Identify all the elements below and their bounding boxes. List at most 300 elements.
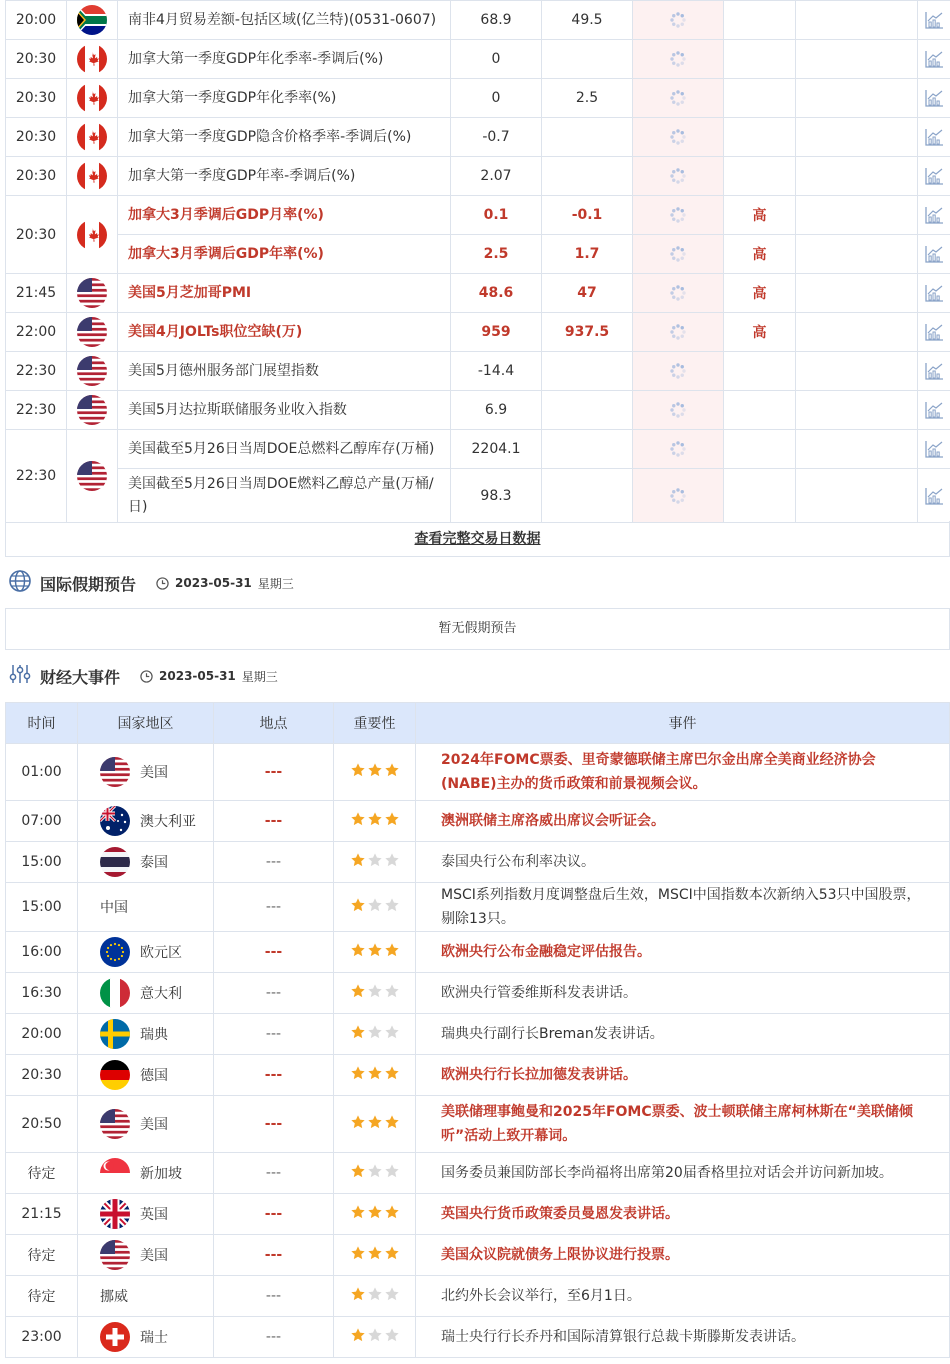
econ-actual-cell — [633, 469, 724, 523]
economic-data-table — [5, 0, 950, 523]
star-icon — [350, 1114, 366, 1130]
econ-importance — [724, 1, 796, 40]
events-title: 财经大事件 — [40, 667, 121, 687]
econ-time: 20:30 — [6, 118, 67, 157]
econ-row — [6, 196, 950, 235]
flag-usa-icon — [77, 317, 107, 347]
event-text: 瑞士央行行长乔丹和国际清算银行总裁卡斯滕斯发表讲话。 — [416, 1317, 950, 1358]
event-row — [6, 973, 950, 1014]
event-importance-cell — [334, 1153, 416, 1194]
importance-stars — [350, 1204, 400, 1220]
econ-interpretation-cell — [796, 40, 918, 79]
event-importance-cell — [334, 1194, 416, 1235]
event-text: 欧洲央行公布金融稳定评估报告。 — [416, 932, 950, 973]
event-country-cell — [78, 1055, 214, 1096]
econ-importance: 高 — [724, 196, 796, 235]
econ-row — [6, 469, 950, 523]
chart-icon[interactable] — [924, 129, 944, 145]
flag-singapore-icon — [100, 1158, 130, 1188]
econ-flag-cell — [67, 1, 118, 40]
flag-south-africa-icon — [77, 5, 107, 35]
event-importance-cell — [334, 1276, 416, 1317]
star-icon — [384, 852, 400, 868]
event-country-cell — [78, 1317, 214, 1358]
econ-indicator-name: 美国5月德州服务部门展望指数 — [118, 352, 451, 391]
econ-time: 20:30 — [6, 196, 67, 274]
econ-row — [6, 118, 950, 157]
star-icon — [384, 762, 400, 778]
econ-row — [6, 430, 950, 469]
event-place: --- — [214, 744, 334, 801]
star-icon — [367, 1114, 383, 1130]
econ-row — [6, 40, 950, 79]
econ-previous-value: 98.3 — [451, 469, 542, 523]
econ-interpretation-cell — [796, 391, 918, 430]
econ-indicator-name: 美国5月达拉斯联储服务业收入指数 — [118, 391, 451, 430]
flag-usa-icon — [100, 1240, 130, 1270]
star-icon — [384, 1163, 400, 1179]
econ-previous-value: 0 — [451, 40, 542, 79]
event-time: 15:00 — [6, 883, 78, 932]
event-row — [6, 1235, 950, 1276]
econ-row — [6, 274, 950, 313]
star-icon — [384, 1286, 400, 1302]
econ-interpretation-cell — [796, 235, 918, 274]
event-text: 美联储理事鲍曼和2025年FOMC票委、波士顿联储主席柯林斯在“美联储倾听”活动上致开幕词。 — [416, 1096, 950, 1153]
event-text: 北约外长会议举行，至6月1日。 — [416, 1276, 950, 1317]
event-time: 23:00 — [6, 1317, 78, 1358]
event-place: --- — [214, 973, 334, 1014]
event-place: --- — [214, 1235, 334, 1276]
loading-spinner-icon — [669, 129, 687, 145]
econ-indicator-name: 南非4月贸易差额-包括区域(亿兰特)(0531-0607) — [118, 1, 451, 40]
flag-italy-icon — [100, 978, 130, 1008]
holiday-section-header — [8, 569, 294, 597]
econ-actual-cell — [633, 118, 724, 157]
econ-chart-cell — [918, 118, 950, 157]
econ-chart-cell — [918, 313, 950, 352]
events-date: 2023-05-31 — [159, 669, 236, 683]
loading-spinner-icon — [669, 12, 687, 28]
econ-chart-cell — [918, 40, 950, 79]
econ-chart-cell — [918, 1, 950, 40]
econ-indicator-name: 美国截至5月26日当周DOE燃料乙醇总产量(万桶/日) — [118, 469, 451, 523]
events-weekday: 星期三 — [241, 669, 278, 684]
econ-previous-value: 2.07 — [451, 157, 542, 196]
econ-row — [6, 79, 950, 118]
event-time: 待定 — [6, 1153, 78, 1194]
loading-spinner-icon — [669, 441, 687, 457]
chart-icon[interactable] — [924, 168, 944, 184]
event-text: 欧洲央行管委维斯科发表讲话。 — [416, 973, 950, 1014]
econ-previous-value: 2.5 — [451, 235, 542, 274]
event-place: --- — [214, 1055, 334, 1096]
importance-stars — [350, 1065, 400, 1081]
econ-time: 22:30 — [6, 391, 67, 430]
event-country: 英国 — [140, 1207, 168, 1223]
event-place: --- — [214, 1153, 334, 1194]
event-text: 泰国央行公布利率决议。 — [416, 842, 950, 883]
holiday-date: 2023-05-31 — [175, 576, 252, 590]
event-time: 21:15 — [6, 1194, 78, 1235]
event-country: 美国 — [140, 765, 168, 781]
loading-spinner-icon — [669, 324, 687, 340]
event-importance-cell — [334, 1317, 416, 1358]
importance-stars — [350, 897, 400, 913]
chart-icon[interactable] — [924, 246, 944, 262]
econ-interpretation-cell — [796, 274, 918, 313]
econ-flag-cell — [67, 40, 118, 79]
flag-usa-icon — [77, 461, 107, 491]
importance-stars — [350, 1286, 400, 1302]
econ-indicator-name: 美国截至5月26日当周DOE总燃料乙醇库存(万桶) — [118, 430, 451, 469]
econ-previous-value: 48.6 — [451, 274, 542, 313]
star-icon — [350, 1024, 366, 1040]
events-table — [5, 702, 950, 1358]
event-country: 美国 — [140, 1248, 168, 1264]
chart-icon[interactable] — [924, 441, 944, 457]
event-row — [6, 1096, 950, 1153]
chart-icon[interactable] — [924, 402, 944, 418]
event-country-cell — [78, 1096, 214, 1153]
importance-stars — [350, 1163, 400, 1179]
econ-forecast-value — [542, 157, 633, 196]
event-country: 澳大利亚 — [140, 814, 196, 830]
econ-time: 22:30 — [6, 352, 67, 391]
event-time: 20:50 — [6, 1096, 78, 1153]
loading-spinner-icon — [669, 168, 687, 184]
event-country: 美国 — [140, 1117, 168, 1133]
econ-indicator-name: 加拿大第一季度GDP年化季率-季调后(%) — [118, 40, 451, 79]
econ-interpretation-cell — [796, 430, 918, 469]
econ-importance — [724, 352, 796, 391]
econ-time: 22:00 — [6, 313, 67, 352]
econ-interpretation-cell — [796, 469, 918, 523]
col-header-importance: 重要性 — [334, 703, 416, 744]
star-icon — [384, 1327, 400, 1343]
econ-chart-cell — [918, 391, 950, 430]
event-row — [6, 801, 950, 842]
col-header-event: 事件 — [416, 703, 950, 744]
econ-actual-cell — [633, 157, 724, 196]
econ-importance — [724, 391, 796, 430]
event-country-cell — [78, 801, 214, 842]
event-country: 意大利 — [140, 986, 182, 1002]
econ-time: 20:30 — [6, 157, 67, 196]
econ-indicator-name: 美国5月芝加哥PMI — [118, 274, 451, 313]
star-icon — [367, 1204, 383, 1220]
events-header-row — [6, 703, 950, 744]
econ-flag-cell — [67, 313, 118, 352]
econ-actual-cell — [633, 79, 724, 118]
event-place: --- — [214, 1194, 334, 1235]
holiday-weekday: 星期三 — [257, 576, 294, 591]
econ-time: 20:30 — [6, 40, 67, 79]
event-text: 瑞典央行副行长Breman发表讲话。 — [416, 1014, 950, 1055]
event-row — [6, 1153, 950, 1194]
star-icon — [367, 811, 383, 827]
econ-actual-cell — [633, 391, 724, 430]
event-place: --- — [214, 1276, 334, 1317]
econ-indicator-name: 加拿大3月季调后GDP年率(%) — [118, 235, 451, 274]
star-icon — [384, 942, 400, 958]
star-icon — [367, 762, 383, 778]
flag-thailand-icon — [100, 847, 130, 877]
event-country: 中国 — [100, 900, 128, 916]
star-icon — [350, 1204, 366, 1220]
event-importance-cell — [334, 932, 416, 973]
chart-icon[interactable] — [924, 488, 944, 504]
econ-forecast-value: 2.5 — [542, 79, 633, 118]
event-country: 瑞士 — [140, 1330, 168, 1346]
econ-row — [6, 352, 950, 391]
econ-importance: 高 — [724, 274, 796, 313]
chart-icon[interactable] — [924, 207, 944, 223]
event-row — [6, 1014, 950, 1055]
econ-chart-cell — [918, 157, 950, 196]
econ-interpretation-cell — [796, 196, 918, 235]
econ-forecast-value — [542, 118, 633, 157]
chart-icon[interactable] — [924, 51, 944, 67]
chart-icon[interactable] — [924, 324, 944, 340]
econ-row — [6, 313, 950, 352]
importance-stars — [350, 942, 400, 958]
event-time: 16:00 — [6, 932, 78, 973]
event-country-cell — [78, 1276, 214, 1317]
flag-canada-icon — [77, 83, 107, 113]
event-place: --- — [214, 842, 334, 883]
econ-importance — [724, 469, 796, 523]
event-importance-cell — [334, 801, 416, 842]
econ-importance: 高 — [724, 235, 796, 274]
econ-previous-value: 68.9 — [451, 1, 542, 40]
view-full-day-link[interactable]: 查看完整交易日数据 — [414, 531, 541, 547]
star-icon — [367, 1065, 383, 1081]
event-importance-cell — [334, 842, 416, 883]
star-icon — [350, 1245, 366, 1261]
econ-chart-cell — [918, 235, 950, 274]
loading-spinner-icon — [669, 51, 687, 67]
flag-usa-icon — [100, 1109, 130, 1139]
star-icon — [350, 942, 366, 958]
more-data-row — [5, 521, 950, 557]
event-text: 欧洲央行行长拉加德发表讲话。 — [416, 1055, 950, 1096]
event-country-cell — [78, 1014, 214, 1055]
econ-flag-cell — [67, 157, 118, 196]
econ-actual-cell — [633, 430, 724, 469]
importance-stars — [350, 811, 400, 827]
econ-forecast-value — [542, 391, 633, 430]
flag-switzerland-icon — [100, 1322, 130, 1352]
econ-importance — [724, 157, 796, 196]
event-place: --- — [214, 1096, 334, 1153]
event-row — [6, 883, 950, 932]
star-icon — [367, 1286, 383, 1302]
econ-actual-cell — [633, 1, 724, 40]
importance-stars — [350, 852, 400, 868]
chart-icon[interactable] — [924, 285, 944, 301]
econ-time: 20:30 — [6, 79, 67, 118]
event-country: 欧元区 — [140, 945, 182, 961]
event-text: 2024年FOMC票委、里奇蒙德联储主席巴尔金出席全美商业经济协会(NABE)主办的货币政策和前景视频会议。 — [416, 744, 950, 801]
event-row — [6, 932, 950, 973]
event-country-cell — [78, 842, 214, 883]
event-time: 07:00 — [6, 801, 78, 842]
col-header-time: 时间 — [6, 703, 78, 744]
importance-stars — [350, 983, 400, 999]
importance-stars — [350, 762, 400, 778]
star-icon — [367, 1163, 383, 1179]
econ-previous-value: 0 — [451, 79, 542, 118]
flag-canada-icon — [77, 44, 107, 74]
flag-germany-icon — [100, 1060, 130, 1090]
star-icon — [384, 897, 400, 913]
econ-previous-value: 0.1 — [451, 196, 542, 235]
event-place: --- — [214, 801, 334, 842]
flag-usa-icon — [77, 395, 107, 425]
econ-indicator-name: 美国4月JOLTs职位空缺(万) — [118, 313, 451, 352]
event-row — [6, 744, 950, 801]
event-importance-cell — [334, 973, 416, 1014]
star-icon — [367, 983, 383, 999]
econ-chart-cell — [918, 79, 950, 118]
event-row — [6, 1194, 950, 1235]
star-icon — [384, 1024, 400, 1040]
importance-stars — [350, 1114, 400, 1130]
econ-chart-cell — [918, 430, 950, 469]
loading-spinner-icon — [669, 90, 687, 106]
econ-flag-cell — [67, 118, 118, 157]
event-text: 国务委员兼国防部长李尚福将出席第20届香格里拉对话会并访问新加坡。 — [416, 1153, 950, 1194]
econ-chart-cell — [918, 196, 950, 235]
star-icon — [367, 1245, 383, 1261]
econ-importance — [724, 430, 796, 469]
chart-icon[interactable] — [924, 363, 944, 379]
event-row — [6, 842, 950, 883]
econ-time: 21:45 — [6, 274, 67, 313]
event-country-cell — [78, 1235, 214, 1276]
flag-usa-icon — [77, 356, 107, 386]
event-text: 澳洲联储主席洛威出席议会听证会。 — [416, 801, 950, 842]
event-importance-cell — [334, 1014, 416, 1055]
event-time: 20:00 — [6, 1014, 78, 1055]
econ-flag-cell — [67, 352, 118, 391]
event-text: 英国央行货币政策委员曼恩发表讲话。 — [416, 1194, 950, 1235]
loading-spinner-icon — [669, 246, 687, 262]
econ-interpretation-cell — [796, 1, 918, 40]
event-text: MSCI系列指数月度调整盘后生效，MSCI中国指数本次新纳入53只中国股票，剔除13只。 — [416, 883, 950, 932]
holiday-title: 国际假期预告 — [40, 574, 137, 594]
event-time: 待定 — [6, 1235, 78, 1276]
star-icon — [350, 1163, 366, 1179]
econ-actual-cell — [633, 274, 724, 313]
star-icon — [350, 811, 366, 827]
econ-previous-value: 959 — [451, 313, 542, 352]
star-icon — [350, 762, 366, 778]
econ-flag-cell — [67, 79, 118, 118]
econ-actual-cell — [633, 313, 724, 352]
star-icon — [350, 1327, 366, 1343]
econ-previous-value: -0.7 — [451, 118, 542, 157]
star-icon — [350, 897, 366, 913]
flag-australia-icon — [100, 806, 130, 836]
importance-stars — [350, 1245, 400, 1261]
event-country-cell — [78, 1153, 214, 1194]
econ-chart-cell — [918, 274, 950, 313]
flag-canada-icon — [77, 220, 107, 250]
flag-uk-icon — [100, 1199, 130, 1229]
econ-forecast-value: 49.5 — [542, 1, 633, 40]
event-country-cell — [78, 1194, 214, 1235]
econ-indicator-name: 加拿大第一季度GDP年率-季调后(%) — [118, 157, 451, 196]
event-country: 新加坡 — [140, 1166, 182, 1182]
loading-spinner-icon — [669, 402, 687, 418]
econ-row — [6, 391, 950, 430]
event-time: 01:00 — [6, 744, 78, 801]
econ-previous-value: -14.4 — [451, 352, 542, 391]
event-time: 15:00 — [6, 842, 78, 883]
star-icon — [384, 1065, 400, 1081]
col-header-country: 国家地区 — [78, 703, 214, 744]
star-icon — [384, 811, 400, 827]
econ-time: 22:30 — [6, 430, 67, 523]
econ-row — [6, 157, 950, 196]
star-icon — [367, 852, 383, 868]
econ-forecast-value — [542, 352, 633, 391]
event-importance-cell — [334, 1096, 416, 1153]
loading-spinner-icon — [669, 207, 687, 223]
flag-eu-icon — [100, 937, 130, 967]
flag-canada-icon — [77, 161, 107, 191]
chart-icon[interactable] — [924, 90, 944, 106]
event-row — [6, 1055, 950, 1096]
econ-flag-cell — [67, 196, 118, 274]
event-row — [6, 1317, 950, 1358]
econ-chart-cell — [918, 469, 950, 523]
econ-interpretation-cell — [796, 118, 918, 157]
globe-icon — [8, 569, 32, 597]
event-country: 挪威 — [100, 1289, 128, 1305]
econ-actual-cell — [633, 40, 724, 79]
event-country: 瑞典 — [140, 1027, 168, 1043]
event-country-cell — [78, 883, 214, 932]
econ-actual-cell — [633, 235, 724, 274]
chart-icon[interactable] — [924, 12, 944, 28]
clock-icon — [140, 670, 153, 683]
loading-spinner-icon — [669, 285, 687, 301]
econ-row — [6, 1, 950, 40]
sliders-icon — [8, 662, 32, 690]
event-country-cell — [78, 973, 214, 1014]
econ-forecast-value: 47 — [542, 274, 633, 313]
star-icon — [384, 1204, 400, 1220]
econ-row — [6, 235, 950, 274]
econ-forecast-value — [542, 430, 633, 469]
econ-interpretation-cell — [796, 79, 918, 118]
holiday-empty-box — [5, 608, 950, 650]
event-country: 德国 — [140, 1068, 168, 1084]
clock-icon — [156, 577, 169, 590]
star-icon — [384, 1114, 400, 1130]
econ-previous-value: 6.9 — [451, 391, 542, 430]
econ-importance — [724, 79, 796, 118]
event-time: 16:30 — [6, 973, 78, 1014]
event-country-cell — [78, 932, 214, 973]
econ-indicator-name: 加拿大第一季度GDP隐含价格季率-季调后(%) — [118, 118, 451, 157]
star-icon — [350, 983, 366, 999]
star-icon — [350, 852, 366, 868]
event-place: --- — [214, 1317, 334, 1358]
